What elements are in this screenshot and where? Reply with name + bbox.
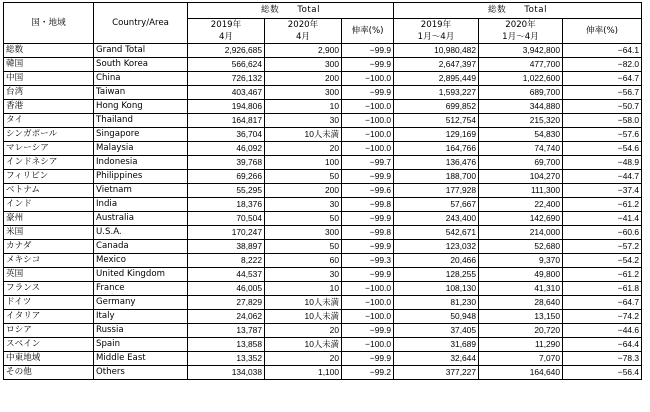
cell-apr-2020: 10人未満: [265, 310, 342, 324]
cell-rate-monthly: −99.9: [342, 86, 394, 100]
table-row: [4, 184, 642, 198]
cell-rate-monthly: −100.0: [342, 142, 394, 156]
cell-region-jp: フィリピン: [4, 170, 94, 184]
cell-jan-apr-2019: 37,405: [394, 324, 479, 338]
header-col-2020-jan-apr-line2: 1月～4月: [502, 32, 539, 42]
cell-region-en: United Kingdom: [94, 268, 188, 282]
cell-apr-2020: 30: [265, 198, 342, 212]
cell-rate-cumulative: −82.0: [563, 58, 642, 72]
cell-region-en: Italy: [94, 310, 188, 324]
cell-rate-cumulative: −64.7: [563, 72, 642, 86]
cell-apr-2020: 2,900: [265, 44, 342, 58]
cell-apr-2019: 55,295: [188, 184, 265, 198]
cell-region-en: U.S.A.: [94, 226, 188, 240]
table-row: [4, 310, 642, 324]
header-total-cumulative: 総数 Total: [394, 3, 642, 19]
cell-rate-cumulative: −37.4: [563, 184, 642, 198]
table-row: [4, 268, 642, 282]
cell-rate-monthly: −99.9: [342, 268, 394, 282]
cell-region-jp: カナダ: [4, 240, 94, 254]
header-col-2020-apr-line1: 2020年: [287, 20, 319, 30]
cell-rate-monthly: −99.9: [342, 324, 394, 338]
cell-apr-2020: 10人未満: [265, 338, 342, 352]
cell-jan-apr-2020: 3,942,800: [479, 44, 563, 58]
cell-jan-apr-2019: 542,671: [394, 226, 479, 240]
cell-jan-apr-2020: 344,880: [479, 100, 563, 114]
cell-rate-cumulative: −57.6: [563, 128, 642, 142]
cell-region-en: India: [94, 198, 188, 212]
header-region-jp: 国・地域: [4, 3, 94, 44]
cell-rate-monthly: −99.9: [342, 212, 394, 226]
cell-region-jp: メキシコ: [4, 254, 94, 268]
table-row: [4, 100, 642, 114]
cell-apr-2019: 134,038: [188, 366, 265, 380]
header-col-2020-jan-apr-line1: 2020年: [505, 20, 536, 30]
cell-apr-2020: 200: [265, 184, 342, 198]
cell-region-jp: 香港: [4, 100, 94, 114]
cell-apr-2020: 10人未満: [265, 296, 342, 310]
cell-apr-2019: 39,768: [188, 156, 265, 170]
cell-apr-2020: 50: [265, 240, 342, 254]
cell-rate-monthly: −100.0: [342, 310, 394, 324]
cell-jan-apr-2019: 123,032: [394, 240, 479, 254]
cell-rate-cumulative: −60.6: [563, 226, 642, 240]
cell-region-jp: 総数: [4, 44, 94, 58]
cell-region-en: Philippines: [94, 170, 188, 184]
cell-region-en: Thailand: [94, 114, 188, 128]
cell-region-en: Spain: [94, 338, 188, 352]
cell-rate-cumulative: −64.4: [563, 338, 642, 352]
cell-rate-cumulative: −57.2: [563, 240, 642, 254]
header-col-2019-apr-line1: 2019年: [210, 20, 242, 30]
cell-jan-apr-2019: 20,466: [394, 254, 479, 268]
table-row: [4, 72, 642, 86]
cell-region-en: Hong Kong: [94, 100, 188, 114]
cell-jan-apr-2020: 28,640: [479, 296, 563, 310]
cell-jan-apr-2019: 128,255: [394, 268, 479, 282]
cell-region-jp: フランス: [4, 282, 94, 296]
cell-apr-2020: 30: [265, 114, 342, 128]
cell-apr-2020: 10人未満: [265, 128, 342, 142]
visitor-statistics-table: [3, 2, 642, 380]
cell-rate-cumulative: −54.6: [563, 142, 642, 156]
cell-region-en: Mexico: [94, 254, 188, 268]
cell-jan-apr-2019: 699,852: [394, 100, 479, 114]
header-col-2020-apr-line2: 4月: [295, 32, 311, 42]
cell-region-en: Canada: [94, 240, 188, 254]
cell-region-en: Middle East: [94, 352, 188, 366]
cell-rate-cumulative: −61.8: [563, 282, 642, 296]
cell-apr-2020: 200: [265, 72, 342, 86]
cell-jan-apr-2020: 69,700: [479, 156, 563, 170]
cell-apr-2020: 300: [265, 226, 342, 240]
cell-jan-apr-2019: 50,948: [394, 310, 479, 324]
cell-region-en: Taiwan: [94, 86, 188, 100]
table-row: [4, 338, 642, 352]
table-row: [4, 352, 642, 366]
table-row: [4, 226, 642, 240]
cell-rate-cumulative: −74.2: [563, 310, 642, 324]
cell-region-en: Vietnam: [94, 184, 188, 198]
cell-jan-apr-2019: 164,766: [394, 142, 479, 156]
cell-apr-2020: 30: [265, 268, 342, 282]
table-row: [4, 156, 642, 170]
cell-apr-2020: 20: [265, 352, 342, 366]
cell-jan-apr-2020: 11,290: [479, 338, 563, 352]
cell-rate-monthly: −99.8: [342, 198, 394, 212]
header-col-2019-jan-apr: [394, 19, 479, 44]
cell-apr-2020: 300: [265, 58, 342, 72]
cell-jan-apr-2020: 142,690: [479, 212, 563, 226]
header-col-rate-cumulative: 伸率(%): [563, 19, 642, 44]
cell-jan-apr-2019: 177,928: [394, 184, 479, 198]
cell-region-jp: インドネシア: [4, 156, 94, 170]
cell-jan-apr-2020: 111,300: [479, 184, 563, 198]
table-row: [4, 324, 642, 338]
header-col-rate-monthly: 伸率(%): [342, 19, 394, 44]
cell-jan-apr-2020: 215,320: [479, 114, 563, 128]
cell-jan-apr-2020: 689,700: [479, 86, 563, 100]
table-row: [4, 128, 642, 142]
cell-rate-cumulative: −48.9: [563, 156, 642, 170]
header-col-2020-jan-apr: [479, 19, 563, 44]
cell-jan-apr-2019: 243,400: [394, 212, 479, 226]
cell-jan-apr-2020: 74,740: [479, 142, 563, 156]
cell-rate-monthly: −100.0: [342, 72, 394, 86]
cell-rate-monthly: −99.9: [342, 240, 394, 254]
cell-rate-cumulative: −61.2: [563, 268, 642, 282]
cell-region-jp: 台湾: [4, 86, 94, 100]
cell-apr-2019: 8,222: [188, 254, 265, 268]
cell-jan-apr-2020: 22,400: [479, 198, 563, 212]
cell-region-jp: 中国: [4, 72, 94, 86]
cell-region-en: Malaysia: [94, 142, 188, 156]
cell-jan-apr-2020: 52,680: [479, 240, 563, 254]
cell-apr-2019: 194,806: [188, 100, 265, 114]
cell-region-jp: マレーシア: [4, 142, 94, 156]
cell-region-jp: シンガポール: [4, 128, 94, 142]
cell-apr-2019: 18,376: [188, 198, 265, 212]
cell-rate-monthly: −99.7: [342, 156, 394, 170]
cell-apr-2020: 20: [265, 142, 342, 156]
cell-apr-2019: 46,005: [188, 282, 265, 296]
cell-rate-monthly: −99.9: [342, 352, 394, 366]
cell-apr-2020: 60: [265, 254, 342, 268]
cell-jan-apr-2020: 477,700: [479, 58, 563, 72]
table-row: [4, 44, 642, 58]
cell-apr-2020: 20: [265, 324, 342, 338]
cell-apr-2019: 164,817: [188, 114, 265, 128]
cell-apr-2019: 36,704: [188, 128, 265, 142]
visitor-statistics-table-container: [3, 2, 642, 380]
cell-apr-2019: 24,062: [188, 310, 265, 324]
cell-apr-2020: 50: [265, 170, 342, 184]
cell-region-en: Grand Total: [94, 44, 188, 58]
cell-jan-apr-2019: 108,130: [394, 282, 479, 296]
cell-rate-monthly: −99.6: [342, 184, 394, 198]
cell-apr-2019: 2,926,685: [188, 44, 265, 58]
cell-apr-2020: 1,100: [265, 366, 342, 380]
cell-region-jp: タイ: [4, 114, 94, 128]
cell-rate-cumulative: −54.2: [563, 254, 642, 268]
table-row: [4, 296, 642, 310]
cell-apr-2020: 10: [265, 100, 342, 114]
cell-jan-apr-2019: 512,754: [394, 114, 479, 128]
cell-region-jp: 韓国: [4, 58, 94, 72]
cell-region-jp: 米国: [4, 226, 94, 240]
cell-jan-apr-2019: 188,700: [394, 170, 479, 184]
cell-apr-2019: 726,132: [188, 72, 265, 86]
cell-jan-apr-2019: 2,895,449: [394, 72, 479, 86]
cell-region-jp: 英国: [4, 268, 94, 282]
header-total-monthly: 総数 Total: [188, 3, 394, 19]
cell-region-en: Indonesia: [94, 156, 188, 170]
cell-jan-apr-2019: 81,230: [394, 296, 479, 310]
cell-apr-2019: 13,858: [188, 338, 265, 352]
cell-apr-2019: 38,897: [188, 240, 265, 254]
cell-region-jp: ベトナム: [4, 184, 94, 198]
cell-rate-monthly: −100.0: [342, 100, 394, 114]
cell-rate-cumulative: −78.3: [563, 352, 642, 366]
cell-apr-2020: 300: [265, 86, 342, 100]
cell-rate-monthly: −99.8: [342, 226, 394, 240]
cell-rate-monthly: −99.9: [342, 170, 394, 184]
cell-region-jp: インド: [4, 198, 94, 212]
table-row: [4, 254, 642, 268]
cell-region-jp: ロシア: [4, 324, 94, 338]
cell-jan-apr-2019: 1,593,227: [394, 86, 479, 100]
cell-jan-apr-2020: 1,022,600: [479, 72, 563, 86]
cell-region-en: Others: [94, 366, 188, 380]
cell-rate-cumulative: −56.4: [563, 366, 642, 380]
table-row: [4, 114, 642, 128]
cell-jan-apr-2019: 136,476: [394, 156, 479, 170]
table-row: [4, 212, 642, 226]
cell-rate-monthly: −99.2: [342, 366, 394, 380]
table-row: [4, 366, 642, 380]
cell-apr-2019: 70,504: [188, 212, 265, 226]
cell-jan-apr-2020: 41,310: [479, 282, 563, 296]
cell-apr-2020: 50: [265, 212, 342, 226]
cell-jan-apr-2020: 164,640: [479, 366, 563, 380]
cell-region-en: China: [94, 72, 188, 86]
cell-jan-apr-2020: 54,830: [479, 128, 563, 142]
cell-rate-cumulative: −64.7: [563, 296, 642, 310]
cell-apr-2019: 69,266: [188, 170, 265, 184]
cell-rate-monthly: −99.3: [342, 254, 394, 268]
cell-apr-2019: 44,537: [188, 268, 265, 282]
header-row-1: [4, 3, 642, 19]
cell-rate-cumulative: −44.6: [563, 324, 642, 338]
cell-region-en: Australia: [94, 212, 188, 226]
cell-apr-2020: 100: [265, 156, 342, 170]
cell-rate-monthly: −100.0: [342, 128, 394, 142]
cell-rate-cumulative: −50.7: [563, 100, 642, 114]
cell-apr-2019: 27,829: [188, 296, 265, 310]
header-col-2019-jan-apr-line2: 1月～4月: [417, 32, 455, 42]
cell-rate-monthly: −100.0: [342, 296, 394, 310]
cell-apr-2019: 403,467: [188, 86, 265, 100]
cell-region-jp: イタリア: [4, 310, 94, 324]
cell-region-en: South Korea: [94, 58, 188, 72]
cell-apr-2019: 566,624: [188, 58, 265, 72]
cell-rate-cumulative: −56.7: [563, 86, 642, 100]
cell-jan-apr-2020: 9,370: [479, 254, 563, 268]
cell-region-en: Russia: [94, 324, 188, 338]
cell-rate-monthly: −100.0: [342, 338, 394, 352]
cell-jan-apr-2019: 377,227: [394, 366, 479, 380]
cell-jan-apr-2019: 2,647,397: [394, 58, 479, 72]
cell-region-jp: スペイン: [4, 338, 94, 352]
cell-rate-cumulative: −58.0: [563, 114, 642, 128]
cell-jan-apr-2020: 214,000: [479, 226, 563, 240]
cell-region-en: Singapore: [94, 128, 188, 142]
header-col-2019-apr: [188, 19, 265, 44]
cell-region-jp: 豪州: [4, 212, 94, 226]
cell-jan-apr-2020: 49,800: [479, 268, 563, 282]
cell-rate-monthly: −99.9: [342, 58, 394, 72]
cell-rate-monthly: −99.9: [342, 44, 394, 58]
cell-region-jp: その他: [4, 366, 94, 380]
cell-apr-2019: 13,352: [188, 352, 265, 366]
cell-jan-apr-2019: 57,667: [394, 198, 479, 212]
cell-rate-cumulative: −41.4: [563, 212, 642, 226]
table-row: [4, 198, 642, 212]
cell-rate-cumulative: −64.1: [563, 44, 642, 58]
cell-region-en: Germany: [94, 296, 188, 310]
table-row: [4, 142, 642, 156]
cell-rate-monthly: −100.0: [342, 282, 394, 296]
table-row: [4, 58, 642, 72]
cell-jan-apr-2020: 7,070: [479, 352, 563, 366]
table-row: [4, 240, 642, 254]
cell-region-en: France: [94, 282, 188, 296]
cell-apr-2020: 10: [265, 282, 342, 296]
cell-jan-apr-2020: 20,720: [479, 324, 563, 338]
header-col-2019-jan-apr-line1: 2019年: [420, 20, 452, 30]
cell-jan-apr-2019: 31,689: [394, 338, 479, 352]
header-col-2020-apr: [265, 19, 342, 44]
cell-apr-2019: 46,092: [188, 142, 265, 156]
cell-jan-apr-2019: 129,169: [394, 128, 479, 142]
cell-region-jp: ドイツ: [4, 296, 94, 310]
table-row: [4, 86, 642, 100]
cell-jan-apr-2020: 13,150: [479, 310, 563, 324]
cell-jan-apr-2019: 10,980,482: [394, 44, 479, 58]
table-body: [4, 44, 642, 380]
cell-rate-cumulative: −61.2: [563, 198, 642, 212]
cell-rate-cumulative: −44.7: [563, 170, 642, 184]
cell-apr-2019: 170,247: [188, 226, 265, 240]
table-row: [4, 170, 642, 184]
table-row: [4, 282, 642, 296]
cell-apr-2019: 13,787: [188, 324, 265, 338]
cell-jan-apr-2019: 32,644: [394, 352, 479, 366]
cell-region-jp: 中東地域: [4, 352, 94, 366]
header-col-2019-apr-line2: 4月: [218, 32, 234, 42]
header-region-en: Country/Area: [94, 3, 188, 44]
cell-rate-monthly: −100.0: [342, 114, 394, 128]
cell-jan-apr-2020: 104,270: [479, 170, 563, 184]
